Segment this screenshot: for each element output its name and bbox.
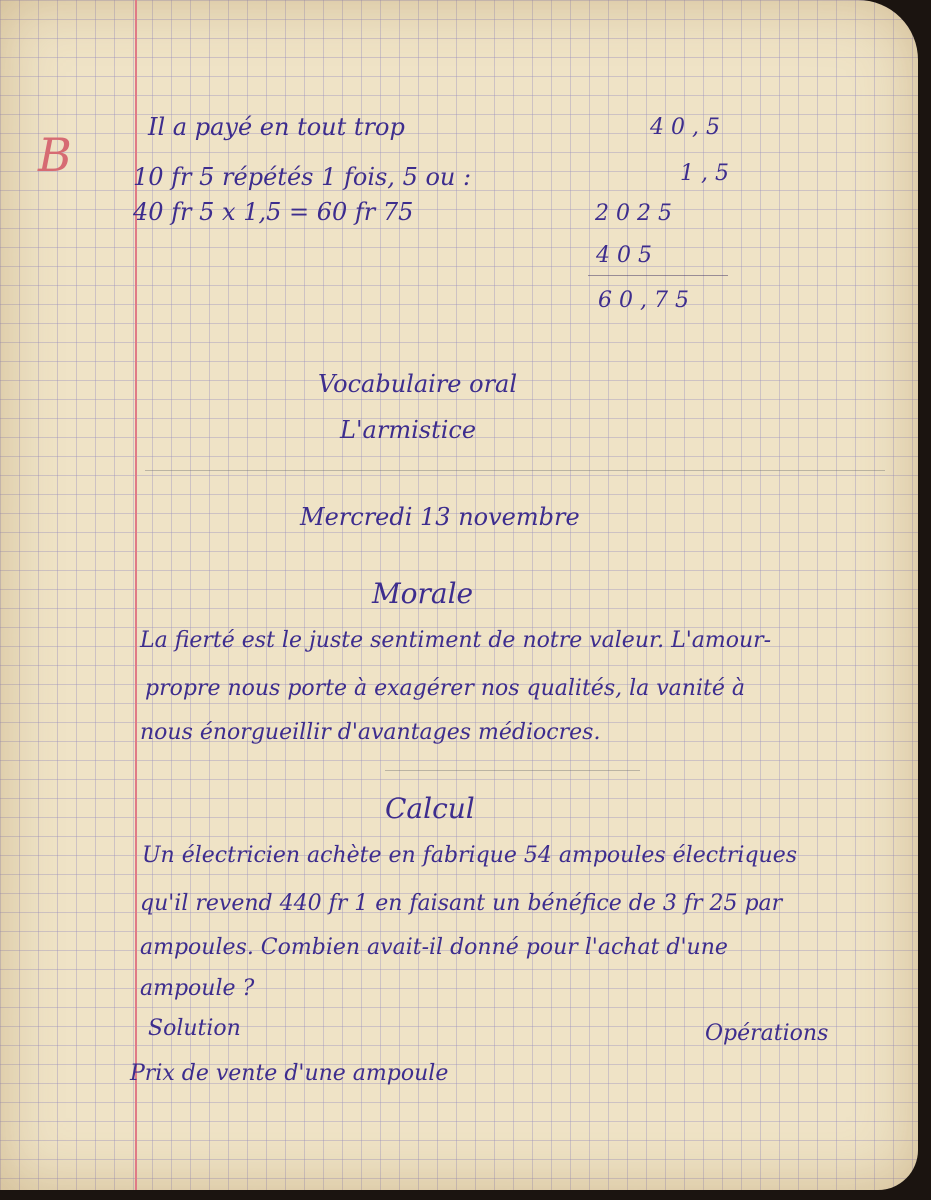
operations-heading: Opérations [705,1021,829,1046]
morale-title: Morale [372,577,474,610]
vocab-title: Vocabulaire oral [318,370,518,398]
morale-line-3: nous énorgueillir d'avantages médiocres. [140,720,601,745]
operation-row-2: 1 , 5 [680,161,729,186]
calcul-line-2: qu'il revend 440 fr 1 en faisant un bénéfice de 3 fr 25 par [140,891,783,916]
morale-line-2: propre nous porte à exagérer nos qualités, la vanité à [145,676,745,701]
operation-row-4: 4 0 5 [596,243,652,268]
solution-heading: Solution [148,1016,241,1041]
calcul-line-3: ampoules. Combien avait-il donné pour l'achat d'une [140,935,728,960]
problem-line-3: 40 fr 5 x 1,5 = 60 fr 75 [133,198,414,226]
problem-line-1: Il a payé en tout trop [148,113,405,141]
calcul-line-1: Un électricien achète en fabrique 54 ampoules électriques [142,843,798,868]
calcul-line-5: Prix de vente d'une ampoule [130,1061,449,1086]
section-divider-2 [385,770,640,771]
operation-row-1: 4 0 , 5 [650,115,720,140]
calcul-title: Calcul [385,792,475,825]
date-heading: Mercredi 13 novembre [300,503,580,531]
calcul-line-4: ampoule ? [140,976,255,1001]
operation-rule [588,275,728,276]
morale-line-1: La fierté est le juste sentiment de notre valeur. L'amour- [140,628,772,653]
problem-line-2: 10 fr 5 répétés 1 fois, 5 ou : [133,163,472,191]
operation-row-3: 2 0 2 5 [595,201,672,226]
operation-result: 6 0 , 7 5 [598,288,689,313]
vocab-subtitle: L'armistice [340,416,477,444]
grade-mark: B [38,128,72,182]
section-divider-1 [145,470,885,471]
